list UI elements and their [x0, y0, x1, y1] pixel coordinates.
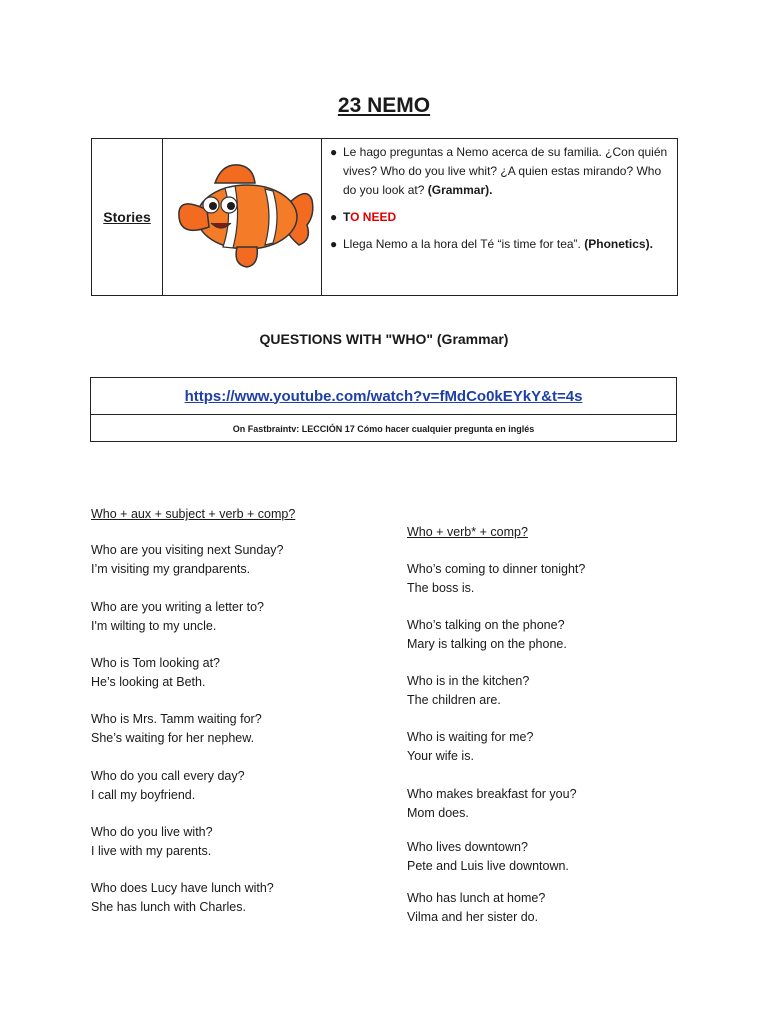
video-caption: On Fastbraintv: LECCIÓN 17 Cómo hacer cualquier pregunta en inglés — [232, 423, 535, 434]
nemo-top-fin — [215, 164, 255, 182]
qa-pair — [407, 889, 545, 927]
section-title: QUESTIONS WITH "WHO" (Grammar) — [259, 331, 509, 347]
answer-text: Mary is talking on the phone. — [407, 637, 567, 651]
bullet-item — [330, 235, 671, 254]
bullet-item — [330, 208, 671, 227]
answer-text: She has lunch with Charles. — [91, 900, 246, 914]
answer-text: The children are. — [407, 693, 501, 707]
qa-pair — [91, 654, 220, 692]
qa-pair — [407, 785, 577, 823]
answer-text: Your wife is. — [407, 749, 474, 763]
bullet2-red: O NEED — [350, 210, 397, 224]
answer-text: I’m visiting my grandparents. — [91, 562, 251, 576]
bullet-marker: ● — [330, 210, 338, 224]
answer-text: Mom does. — [407, 806, 469, 820]
question-text: Who’s talking on the phone? — [407, 618, 565, 632]
bullet3-bold: (Phonetics). — [584, 237, 653, 251]
qa-pair — [91, 710, 262, 748]
answer-text: I'm wilting to my uncle. — [91, 619, 217, 633]
qa-pair — [407, 560, 585, 598]
page-title: 23 NEMO — [337, 94, 431, 117]
right-column — [407, 523, 707, 933]
qa-pair — [407, 838, 569, 876]
answer-text: She’s waiting for her nephew. — [91, 731, 255, 745]
qa-pair — [91, 879, 274, 917]
answer-text: The boss is. — [407, 581, 475, 595]
question-text: Who lives downtown? — [407, 840, 528, 854]
bullet2-t: T — [343, 210, 351, 224]
left-column-header: Who + aux + subject + verb + comp? — [91, 507, 296, 521]
nemo-body — [197, 185, 297, 249]
video-link-box — [90, 377, 677, 442]
question-text: Who is Tom looking at? — [91, 656, 220, 670]
qa-pair — [407, 728, 533, 766]
qa-pair — [91, 541, 283, 579]
question-text: Who does Lucy have lunch with? — [91, 881, 274, 895]
question-text: Who is Mrs. Tamm waiting for? — [91, 712, 262, 726]
question-text: Who’s coming to dinner tonight? — [407, 562, 586, 576]
qa-pair — [91, 767, 245, 805]
left-column — [91, 505, 391, 925]
video-link-row — [91, 378, 676, 415]
bullet-marker: ● — [330, 237, 338, 251]
question-text: Who is waiting for me? — [407, 730, 534, 744]
nemo-fish-image — [167, 155, 317, 275]
question-text: Who do you call every day? — [91, 769, 245, 783]
bullet1-text: Le hago preguntas a Nemo acerca de su familia. ¿Con quién vives? Who do you live whit? ¿A quien estas mirando? Who do you look at? — [343, 145, 668, 197]
qa-pair — [91, 823, 213, 861]
question-text: Who is in the kitchen? — [407, 674, 530, 688]
youtube-link[interactable]: https://www.youtube.com/watch?v=fMdCo0kEYkY&t=4s — [184, 387, 583, 405]
qa-pair — [407, 672, 529, 710]
nemo-bottom-fin — [236, 247, 257, 267]
question-text: Who are you writing a letter to? — [91, 600, 264, 614]
answer-text: Vilma and her sister do. — [407, 910, 539, 924]
bullet1-bold: (Grammar). — [427, 183, 493, 197]
answer-text: I live with my parents. — [91, 844, 212, 858]
qa-pair — [407, 616, 567, 654]
nemo-image-cell — [163, 139, 322, 296]
question-text: Who are you visiting next Sunday? — [91, 543, 284, 557]
bullet3-text: Llega Nemo a la hora del Té “is time for tea”. — [343, 237, 581, 251]
question-text: Who do you live with? — [91, 825, 213, 839]
question-text: Who makes breakfast for you? — [407, 787, 577, 801]
bullet-item — [330, 143, 671, 200]
answer-text: I call my boyfriend. — [91, 788, 196, 802]
stories-label: Stories — [92, 139, 163, 296]
stories-bullets — [322, 139, 678, 296]
stories-table — [91, 138, 678, 296]
bullet-marker: ● — [330, 145, 338, 159]
answer-text: Pete and Luis live downtown. — [407, 859, 569, 873]
right-column-header: Who + verb* + comp? — [407, 525, 528, 539]
answer-text: He’s looking at Beth. — [91, 675, 206, 689]
question-text: Who has lunch at home? — [407, 891, 546, 905]
qa-pair — [91, 598, 264, 636]
